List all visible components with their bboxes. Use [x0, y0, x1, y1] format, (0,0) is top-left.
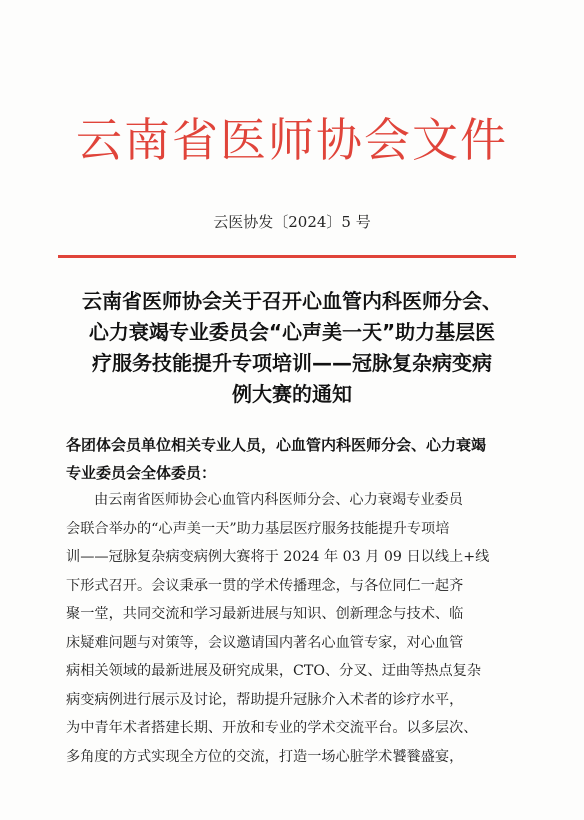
notice-title-line: 云南省医师协会关于召开心血管内科医师分会、 [82, 289, 502, 313]
body-line: 训——冠脉复杂病变病例大赛将于 2024 年 03 月 09 日以线上+线 [66, 549, 490, 565]
body-line: 病相关领域的最新进展及研究成果，CTO、分叉、迂曲等热点复杂 [66, 663, 482, 679]
document-number: 云医协发〔2024〕5 号 [213, 213, 371, 231]
body-line: 多角度的方式实现全方位的交流，打造一场心脏学术饕餮盛宴， [66, 748, 464, 765]
salutation-line: 各团体会员单位相关专业人员，心血管内科医师分会、心力衰竭 [66, 436, 487, 454]
notice-title-line: 疗服务技能提升专项培训——冠脉复杂病变病 [92, 351, 492, 375]
body-line: 会联合举办的“心声美一天”助力基层医疗服务技能提升专项培 [66, 520, 450, 537]
notice-title-line: 例大赛的通知 [232, 382, 352, 406]
body-line: 床疑难问题与对策等，会议邀请国内著名心血管专家，对心血管 [66, 634, 464, 651]
body-paragraph [66, 486, 530, 771]
notice-title-line: 心力衰竭专业委员会“心声美一天”助力基层医 [88, 320, 496, 344]
salutation [66, 431, 526, 487]
body-line: 病变病例进行展示及讨论，帮助提升冠脉介入术者的诊疗水平， [66, 691, 464, 708]
body-line: 聚一堂，共同交流和学习最新进展与知识、创新理念与技术、临 [66, 606, 464, 622]
body-line: 为中青年术者搭建长期、开放和专业的学术交流平台。以多层次、 [66, 720, 478, 736]
body-line: 下形式召开。会议秉承一贯的学术传播理念，与各位同仁一起齐 [66, 577, 464, 594]
document-header-title: 云南省医师协会文件 [76, 113, 508, 167]
body-line: 由云南省医师协会心血管内科医师分会、心力衰竭专业委员 [94, 492, 463, 508]
notice-title [60, 286, 524, 410]
salutation-line: 专业委员会全体委员： [66, 464, 217, 482]
header-divider [58, 255, 516, 258]
